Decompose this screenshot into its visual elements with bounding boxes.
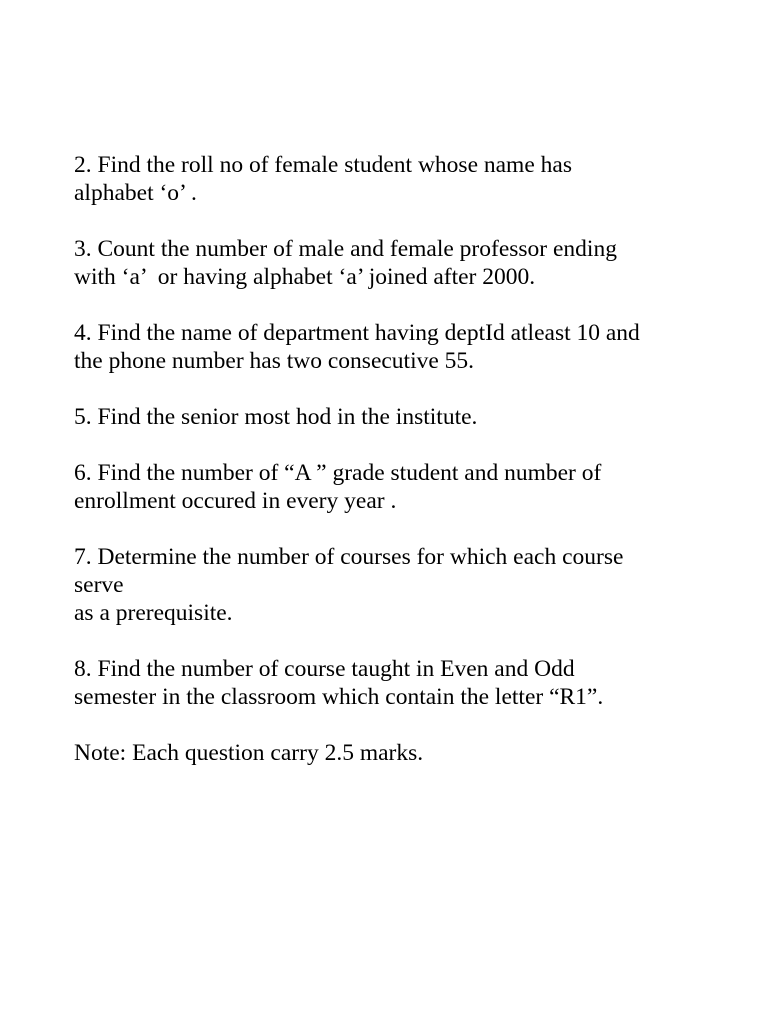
question-line: with ‘a’ or having alphabet ‘a’ joined after 2000. xyxy=(74,264,536,290)
question-line: 3. Count the number of male and female professor ending xyxy=(74,236,617,262)
question-3 xyxy=(74,235,734,291)
question-line: enrollment occured in every year . xyxy=(74,488,397,514)
question-line: the phone number has two consecutive 55. xyxy=(74,348,475,374)
question-8 xyxy=(74,655,734,711)
note-line: Note: Each question carry 2.5 marks. xyxy=(74,740,424,766)
question-6 xyxy=(74,459,734,515)
question-line: as a prerequisite. xyxy=(74,600,233,626)
marks-note xyxy=(74,739,734,767)
question-line: 5. Find the senior most hod in the institute. xyxy=(74,404,478,430)
question-4 xyxy=(74,319,734,375)
question-line: 8. Find the number of course taught in Even and Odd xyxy=(74,656,575,682)
question-line: 4. Find the name of department having deptId atleast 10 and xyxy=(74,320,640,346)
question-line: alphabet ‘o’ . xyxy=(74,180,197,206)
question-line: semester in the classroom which contain the letter “R1”. xyxy=(74,684,604,710)
question-line: serve xyxy=(74,572,124,598)
document-page xyxy=(74,151,734,795)
question-line: 6. Find the number of “A ” grade student and number of xyxy=(74,460,602,486)
question-5 xyxy=(74,403,734,431)
question-line: 7. Determine the number of courses for which each course xyxy=(74,544,624,570)
question-line: 2. Find the roll no of female student whose name has xyxy=(74,152,572,178)
question-7 xyxy=(74,543,734,627)
question-2 xyxy=(74,151,734,207)
